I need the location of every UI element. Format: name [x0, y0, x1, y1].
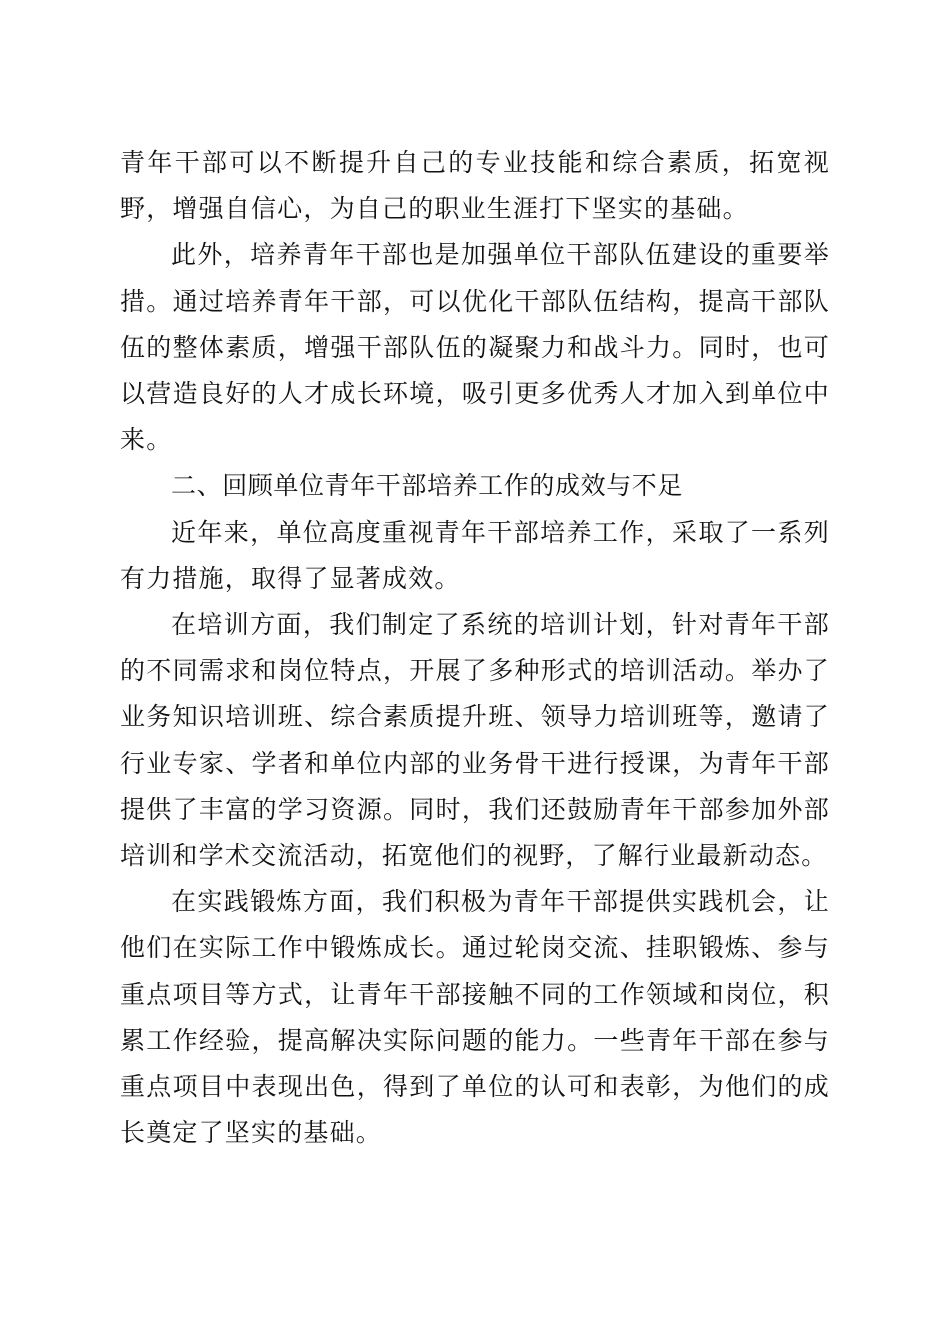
- paragraph-practice: 在实践锻炼方面，我们积极为青年干部提供实践机会，让他们在实际工作中锻炼成长。通过轮岗交流、挂职锻炼、参与重点项目等方式，让青年干部接触不同的工作领域和岗位，积累工作经验，提高解决实际问题的能力。一些青年干部在参与重点项目中表现出色，得到了单位的认可和表彰，为他们的成长奠定了坚实的基础。: [120, 887, 830, 1148]
- paragraph-career-foundation: 青年干部可以不断提升自己的专业技能和综合素质，拓宽视野，增强自信心，为自己的职业生涯打下坚实的基础。: [120, 148, 830, 224]
- paragraph-team-building: 此外，培养青年干部也是加强单位干部队伍建设的重要举措。通过培养青年干部，可以优化干部队伍结构，提高干部队伍的整体素质，增强干部队伍的凝聚力和战斗力。同时，也可以营造良好的人才成长环境，吸引更多优秀人才加入到单位中来。: [120, 240, 830, 455]
- document-body: [120, 140, 830, 1156]
- paragraph-recent-years: 近年来，单位高度重视青年干部培养工作，采取了一系列有力措施，取得了显著成效。: [120, 517, 830, 593]
- paragraph-training: 在培训方面，我们制定了系统的培训计划，针对青年干部的不同需求和岗位特点，开展了多种形式的培训活动。举办了业务知识培训班、综合素质提升班、领导力培训班等，邀请了行业专家、学者和单位内部的业务骨干进行授课，为青年干部提供了丰富的学习资源。同时，我们还鼓励青年干部参加外部培训和学术交流活动，拓宽他们的视野，了解行业最新动态。: [120, 610, 830, 871]
- section-heading-review: 二、回顾单位青年干部培养工作的成效与不足: [171, 471, 684, 501]
